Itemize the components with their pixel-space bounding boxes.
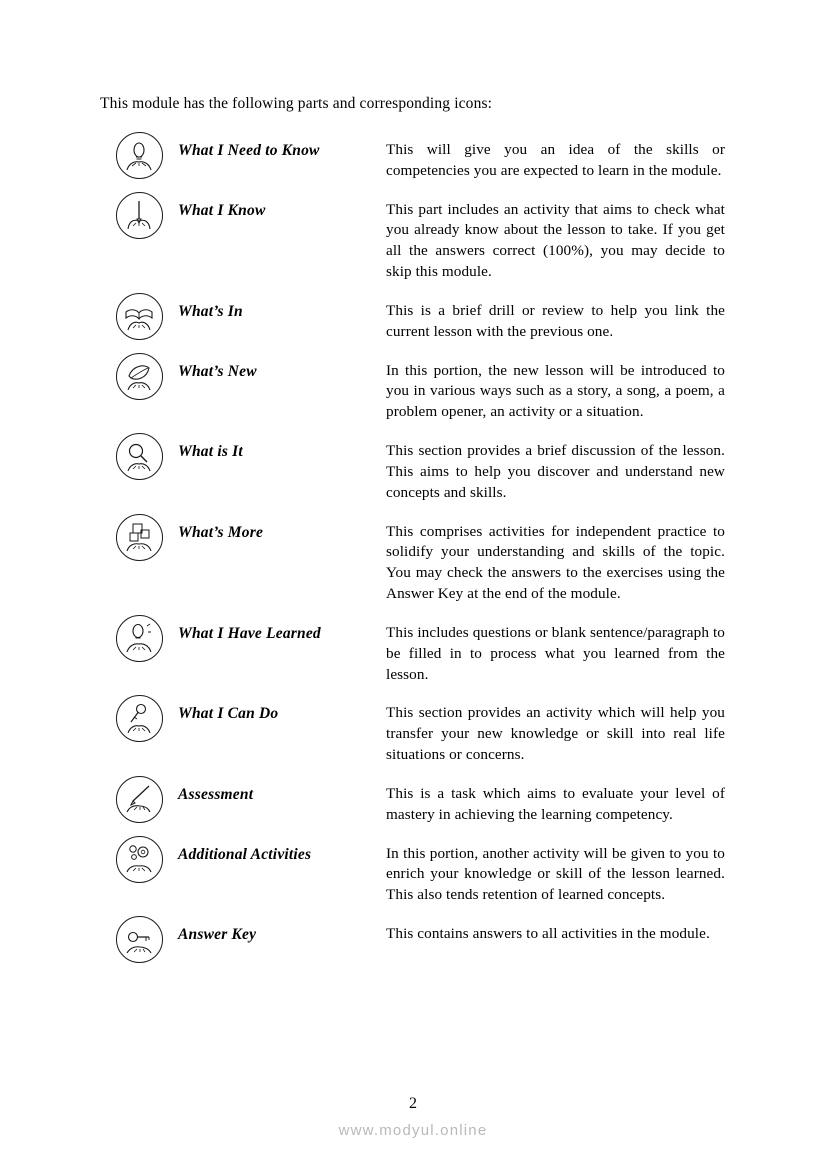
part-description: This section provides an activity which will help you transfer your new knowledge or skill into real life situations or concerns. — [386, 704, 725, 764]
icon-cell — [100, 832, 178, 883]
list-item — [100, 429, 725, 503]
watermark: www.modyul.online — [338, 1122, 488, 1139]
list-item — [100, 912, 725, 963]
hand-holding-pencil-icon — [116, 192, 163, 239]
part-label: Assessment — [178, 785, 254, 803]
hand-holding-key-answer-icon — [116, 916, 163, 963]
intro-text: This module has the following parts and corresponding icons: — [100, 95, 493, 112]
part-label: What’s More — [178, 523, 264, 541]
part-label: What I Need to Know — [178, 142, 320, 159]
hand-holding-leaf-icon — [116, 353, 163, 400]
hand-holding-lightbulb-icon — [116, 132, 163, 179]
part-label: What’s New — [178, 362, 257, 380]
hand-writing-icon — [116, 776, 163, 823]
hand-holding-magnifier-icon — [116, 433, 163, 480]
part-label: Additional Activities — [178, 845, 312, 863]
hand-holding-key-icon — [116, 695, 163, 742]
hand-holding-blocks-icon — [116, 514, 163, 561]
icon-cell — [100, 510, 178, 561]
list-item — [100, 611, 725, 685]
part-description: In this portion, the new lesson will be introduced to you in various ways such as a story, a song, a poem, a problem opener, an activity or a situation. — [386, 361, 725, 421]
part-description: This part includes an activity that aims to check what you already know about the lesson to take. If you get all the answers correct (100%), you may decide to skip this module. — [386, 200, 725, 281]
icon-cell — [100, 691, 178, 742]
part-description: This will give you an idea of the skills or competencies you are expected to learn in the module. — [386, 141, 725, 179]
part-label: What I Can Do — [178, 705, 279, 723]
part-label: What I Know — [178, 201, 266, 219]
list-item — [100, 832, 725, 906]
part-description: This is a brief drill or review to help you link the current lesson with the previous one. — [386, 301, 725, 340]
icon-cell — [100, 128, 178, 179]
module-parts-list — [100, 128, 725, 969]
list-item — [100, 772, 725, 826]
list-item — [100, 289, 725, 343]
part-label: What’s In — [178, 302, 243, 320]
list-item — [100, 349, 725, 423]
icon-cell — [100, 611, 178, 662]
list-item — [100, 691, 725, 765]
part-description: In this portion, another activity will be given to you to enrich your knowledge or skill of the lesson learned. This also tends retention of learned concepts. — [386, 844, 725, 904]
part-description: This comprises activities for independent practice to solidify your understanding and skills of the topic. You may check the answers to the exercises using the Answer Key at the end of the module. — [386, 522, 725, 603]
hand-holding-idea-icon — [116, 615, 163, 662]
part-description: This includes questions or blank sentence/paragraph to be filled in to process what you learned from the lesson. — [386, 623, 725, 683]
page-number: 2 — [409, 1095, 417, 1112]
part-label: What is It — [178, 443, 243, 461]
icon-cell — [100, 349, 178, 400]
icon-cell — [100, 188, 178, 239]
list-item — [100, 510, 725, 605]
list-item — [100, 188, 725, 283]
hand-with-book-icon — [116, 293, 163, 340]
part-description: This section provides a brief discussion of the lesson. This aims to help you discover and understand new concepts and skills. — [386, 442, 725, 501]
part-description: This is a task which aims to evaluate your level of mastery in achieving the learning competency. — [386, 784, 725, 823]
part-label: Answer Key — [178, 926, 257, 944]
icon-cell — [100, 289, 178, 340]
icon-cell — [100, 772, 178, 823]
hand-holding-gears-icon — [116, 836, 163, 883]
part-label: What I Have Learned — [178, 624, 321, 642]
list-item — [100, 128, 725, 182]
part-description: This contains answers to all activities in the module. — [386, 925, 710, 943]
icon-cell — [100, 912, 178, 963]
icon-cell — [100, 429, 178, 480]
